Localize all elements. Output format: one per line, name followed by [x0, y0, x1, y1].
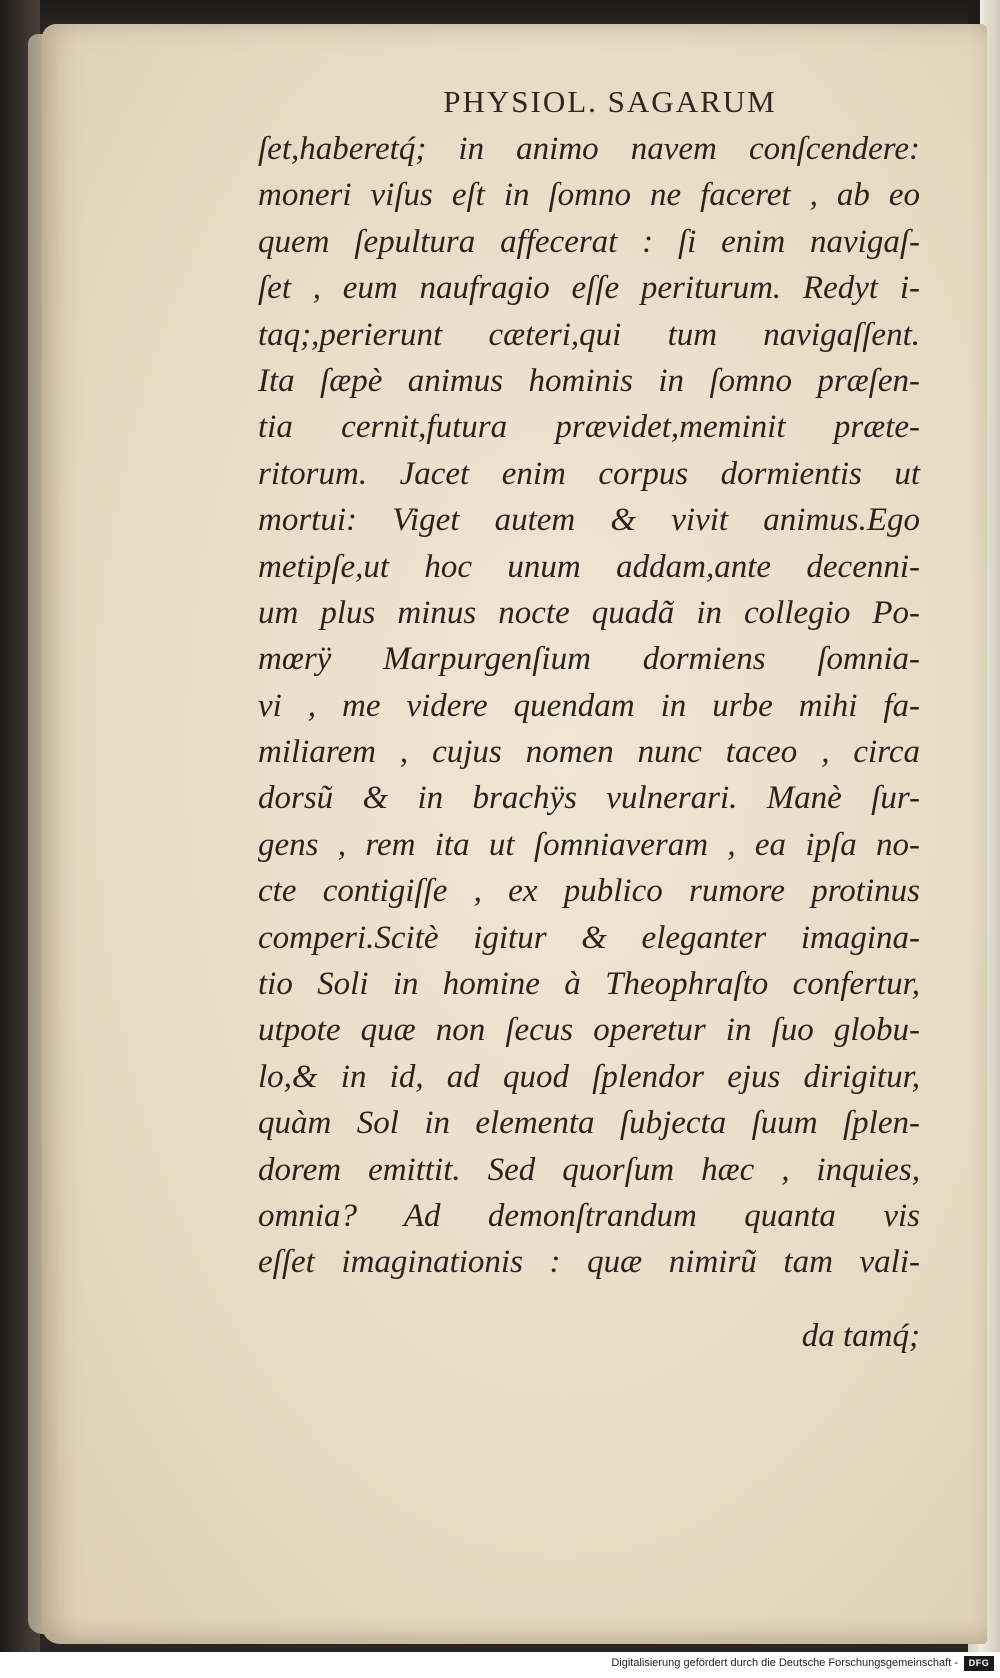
- running-head: PHYSIOL. SAGARUM: [443, 84, 777, 119]
- text-line: ritorum. Jacet enim corpus dormientis ut: [258, 455, 920, 492]
- text-line: quàm Sol in elementa ſubjecta ſuum ſplen-: [258, 1105, 920, 1142]
- text-line: dorem emittit. Sed quorſum hæc , inquies,: [258, 1151, 920, 1188]
- text-line: dorsũ & in brachÿs vulnerari. Manè ſur-: [258, 780, 920, 817]
- text-line: gens , rem ita ut ſomniaveram , ea ipſa no-: [258, 826, 920, 863]
- text-line: taq;,perierunt cæteri,qui tum navigaſſent.: [258, 316, 920, 353]
- text-line: omnia? Ad demonſtrandum quanta vis: [258, 1197, 920, 1234]
- text-line: miliarem , cujus nomen nunc taceo , circa: [258, 734, 920, 771]
- text-line: tia cernit,futura prævidet,meminit præte-: [258, 409, 920, 446]
- text-line: tio Soli in homine à Theophraſto confertur,: [258, 966, 920, 1003]
- text-line: mœrÿ Marpurgenſium dormiens ſomnia-: [258, 641, 920, 678]
- text-line: Ita ſæpè animus hominis in ſomno præſen-: [258, 362, 920, 399]
- text-line: eſſet imaginationis : quæ nimirũ tam vali-: [258, 1244, 920, 1281]
- text-line: um plus minus nocte quadã in collegio Po-: [258, 594, 920, 631]
- text-line: metipſe,ut hoc unum addam,ante decenni-: [258, 548, 920, 585]
- digitization-credit: Digitalisierung gefördert durch die Deutsche Forschungsgemeinschaft -: [611, 1657, 958, 1669]
- text-line: ſet , eum naufragio eſſe periturum. Redyt i-: [258, 270, 920, 307]
- text-line: moneri viſus eſt in ſomno ne faceret , ab eo: [258, 177, 920, 214]
- dfg-logo-icon: DFG: [964, 1656, 994, 1671]
- text-line: lo,& in id, ad quod ſplendor ejus dirigitur,: [258, 1058, 920, 1095]
- text-line: mortui: Viget autem & vivit animus.Ego: [258, 502, 920, 539]
- text-line: comperi.Scitè igitur & eleganter imagina-: [258, 919, 920, 956]
- text-line: ſet,haberetq́; in animo navem conſcendere:: [258, 131, 920, 167]
- text-line: cte contigiſſe , ex publico rumore protinus: [258, 873, 920, 910]
- text-line: utpote quæ non ſecus operetur in ſuo globu-: [258, 1012, 920, 1049]
- body-text: [258, 126, 920, 1286]
- text-line: quem ſepultura affecerat : ſi enim navigaſ-: [258, 223, 920, 260]
- text-line: vi , me videre quendam in urbe mihi fa-: [258, 687, 920, 724]
- catchword: da tamq́;: [801, 1318, 920, 1354]
